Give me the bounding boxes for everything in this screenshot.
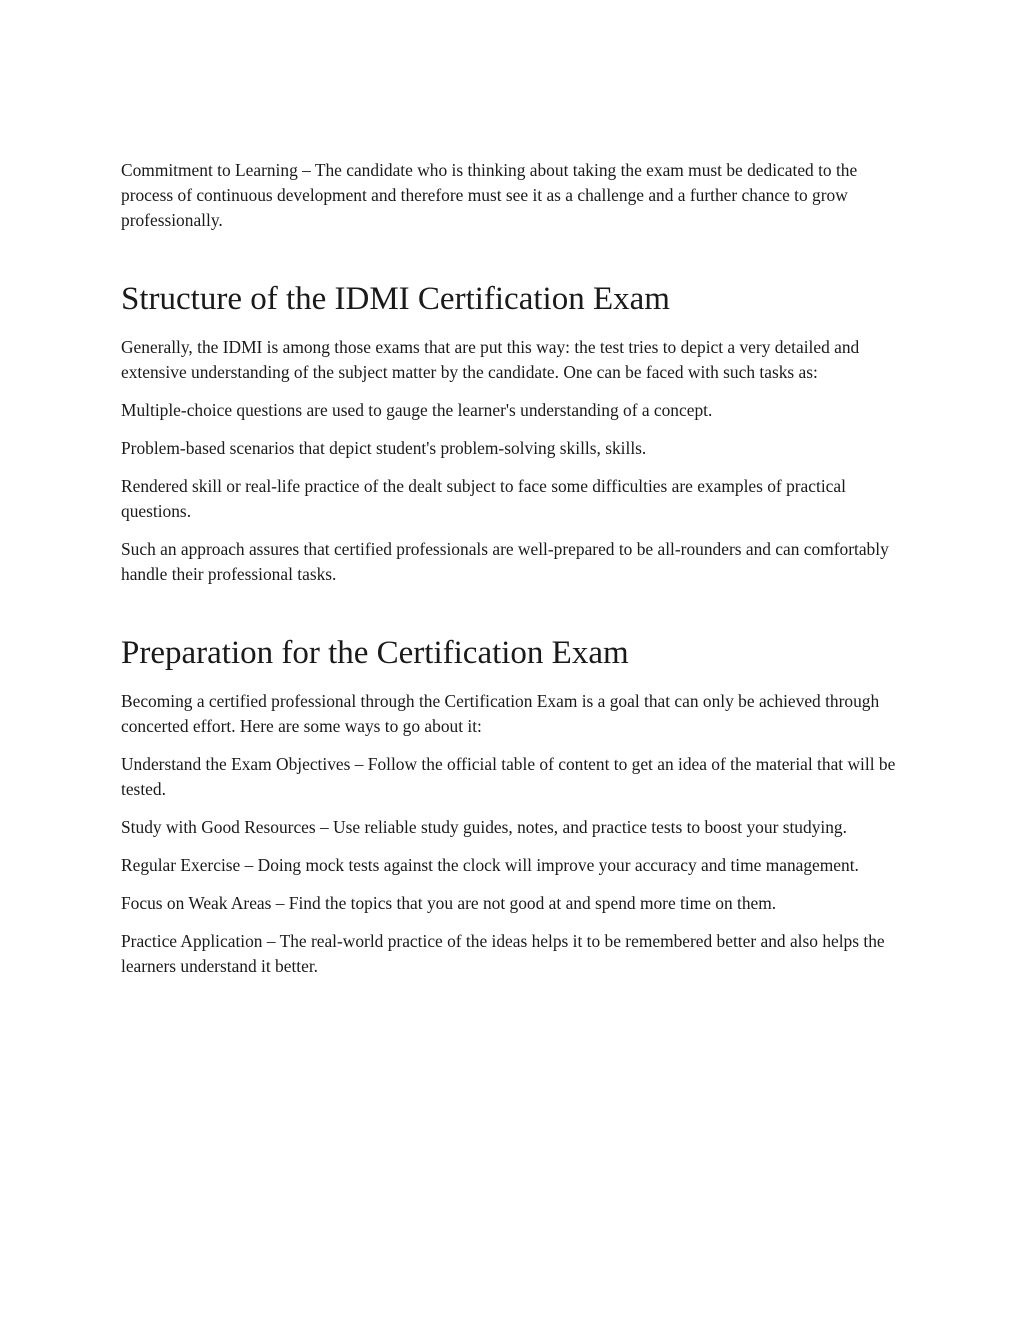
preparation-paragraph-6: Practice Application – The real-world practice of the ideas helps it to be remembered better and also helps the learners understand it better. <box>121 931 885 976</box>
commitment-paragraph: Commitment to Learning – The candidate who is thinking about taking the exam must be dedicated to the process of continuous development and therefore must see it as a challenge and a further chance to grow professionally. <box>121 160 858 230</box>
structure-paragraph-3: Problem-based scenarios that depict student's problem-solving skills, skills. <box>121 438 647 458</box>
preparation-paragraph-3: Study with Good Resources – Use reliable study guides, notes, and practice tests to boost your studying. <box>121 817 847 837</box>
structure-section <box>121 279 901 587</box>
structure-paragraph-2: Multiple-choice questions are used to gauge the learner's understanding of a concept. <box>121 400 713 420</box>
document-page <box>121 158 901 992</box>
preparation-section <box>121 633 901 979</box>
preparation-heading: Preparation for the Certification Exam <box>121 635 629 671</box>
preparation-paragraph-4: Regular Exercise – Doing mock tests against the clock will improve your accuracy and time management. <box>121 855 859 875</box>
preparation-paragraph-5: Focus on Weak Areas – Find the topics that you are not good at and spend more time on them. <box>121 893 777 913</box>
preparation-paragraph-2: Understand the Exam Objectives – Follow the official table of content to get an idea of the material that will be tested. <box>121 754 896 799</box>
preparation-paragraph-1: Becoming a certified professional through the Certification Exam is a goal that can only be achieved through concerted effort. Here are some ways to go about it: <box>121 691 880 736</box>
structure-paragraph-5: Such an approach assures that certified professionals are well-prepared to be all-rounders and can comfortably handle their professional tasks. <box>121 539 889 584</box>
structure-heading: Structure of the IDMI Certification Exam <box>121 281 670 317</box>
structure-paragraph-4: Rendered skill or real-life practice of the dealt subject to face some difficulties are examples of practical questions. <box>121 476 846 521</box>
structure-paragraph-1: Generally, the IDMI is among those exams that are put this way: the test tries to depict a very detailed and extensive understanding of the subject matter by the candidate. One can be faced with such tasks as: <box>121 337 860 382</box>
